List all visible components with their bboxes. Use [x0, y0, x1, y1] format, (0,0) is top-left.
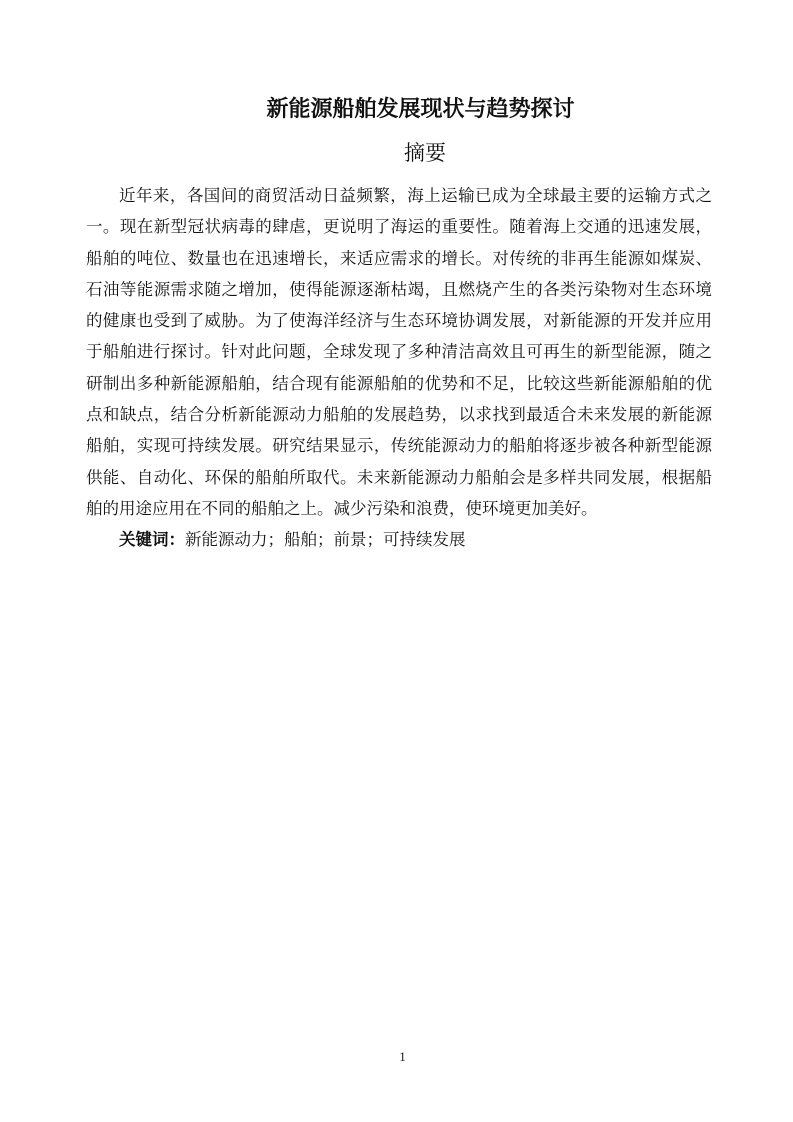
page-number: 1	[399, 1049, 406, 1064]
keywords-label: 关键词：	[119, 530, 185, 550]
keywords-line	[86, 524, 712, 555]
page-footer	[0, 1048, 793, 1066]
keywords-value: 新能源动力；船舶；前景；可持续发展	[185, 530, 466, 550]
abstract-heading: 摘要	[404, 142, 446, 165]
paper-title: 新能源船舶发展现状与趋势探讨	[266, 96, 575, 121]
abstract-paragraph: 近年来，各国间的商贸活动日益频繁，海上运输已成为全球最主要的运输方式之一。现在新型冠状病毒的肆虐，更说明了海运的重要性。随着海上交通的迅速发展，船舶的吨位、数量也在迅速增长，来适应需求的增长。对传统的非再生能源如煤炭、石油等能源需求随之增加，使得能源逐渐枯竭，且燃烧产生的各类污染物对生态环境的健康也受到了威胁。为了使海洋经济与生态环境协调发展，对新能源的开发并应用于船舶进行探讨。针对此问题，全球发现了多种清洁高效且可再生的新型能源，随之研制出多种新能源船舶，结合现有能源船舶的优势和不足，比较这些新能源船舶的优点和缺点，结合分析新能源动力船舶的发展趋势，以求找到最适合未来发展的新能源船舶，实现可持续发展。研究结果显示，传统能源动力的船舶将逐步被各种新型能源供能、自动化、环保的船舶所取代。未来新能源动力船舶会是多样共同发展，根据船舶的用途应用在不同的船舶之上。减少污染和浪费，使环境更加美好。	[86, 186, 712, 518]
